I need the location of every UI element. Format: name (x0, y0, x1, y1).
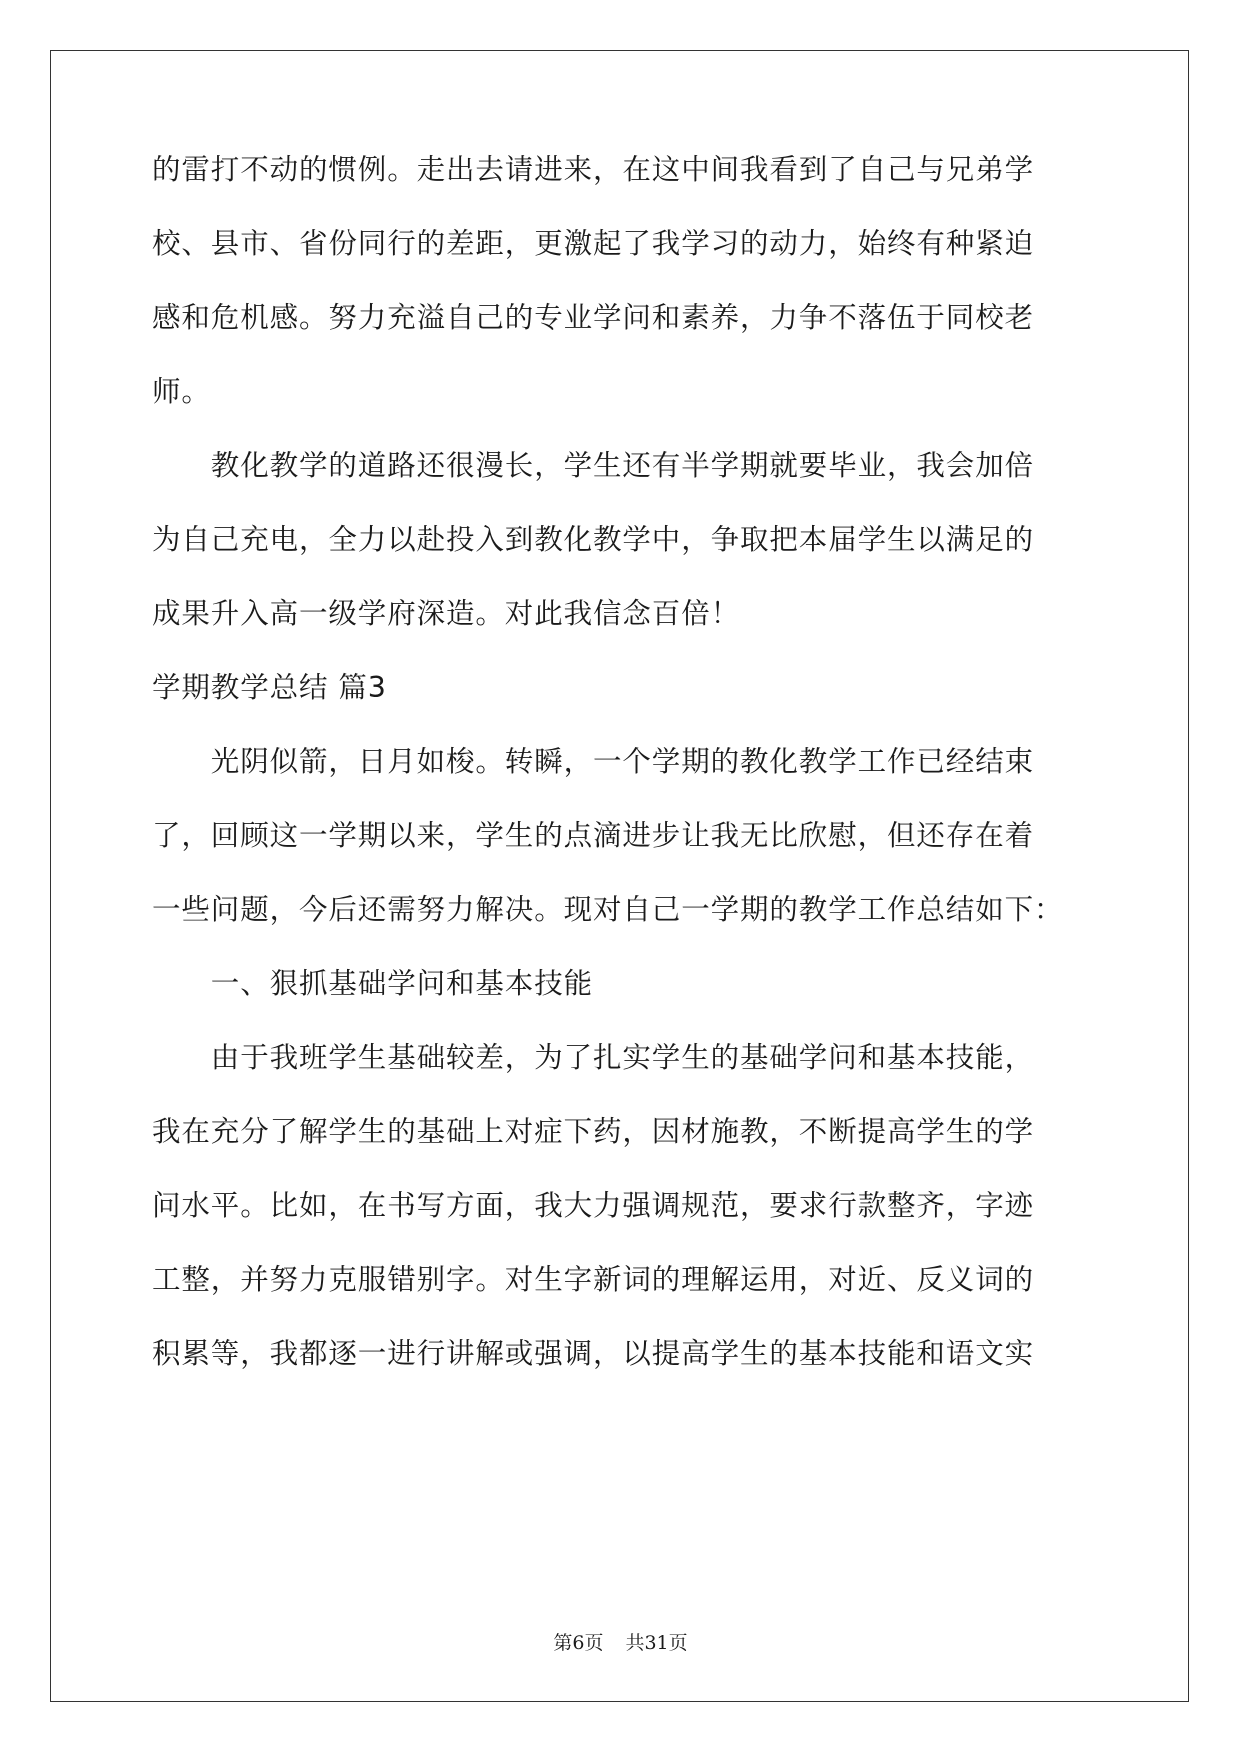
text-line: 由于我班学生基础较差，为了扎实学生的基础学问和基本技能， (152, 1041, 1035, 1074)
text-line: 校、县市、省份同行的差距，更激起了我学习的动力，始终有种紧迫 (152, 227, 1035, 260)
text-line: 师。 (152, 375, 211, 408)
text-line: 教化教学的道路还很漫长，学生还有半学期就要毕业，我会加倍 (152, 449, 1035, 482)
text-line: 我在充分了解学生的基础上对症下药，因材施教，不断提高学生的学 (152, 1115, 1035, 1148)
text-line: 的雷打不动的惯例。走出去请进来，在这中间我看到了自己与兄弟学 (152, 153, 1035, 186)
text-line: 感和危机感。努力充溢自己的专业学问和素养，力争不落伍于同校老 (152, 301, 1035, 334)
text-line: 为自己充电，全力以赴投入到教化教学中，争取把本届学生以满足的 (152, 523, 1035, 556)
subsection-heading: 一、狠抓基础学问和基本技能 (152, 967, 594, 1000)
text-line: 工整，并努力克服错别字。对生字新词的理解运用，对近、反义词的 (152, 1263, 1035, 1296)
text-line: 了，回顾这一学期以来，学生的点滴进步让我无比欣慰，但还存在着 (152, 819, 1035, 852)
text-line: 光阴似箭，日月如梭。转瞬，一个学期的教化教学工作已经结束 (152, 745, 1035, 778)
text-line: 积累等，我都逐一进行讲解或强调，以提高学生的基本技能和语文实 (152, 1337, 1035, 1370)
page-number: 第6页 (553, 1632, 604, 1654)
section-heading: 学期教学总结 篇3 (152, 671, 387, 704)
page-footer (0, 1630, 1241, 1656)
text-line: 成果升入高一级学府深造。对此我信念百倍！ (152, 597, 741, 630)
page-total: 共31页 (625, 1632, 688, 1654)
text-line: 问水平。比如，在书写方面，我大力强调规范，要求行款整齐，字迹 (152, 1189, 1035, 1222)
text-line: 一些问题，今后还需努力解决。现对自己一学期的教学工作总结如下： (152, 893, 1064, 926)
